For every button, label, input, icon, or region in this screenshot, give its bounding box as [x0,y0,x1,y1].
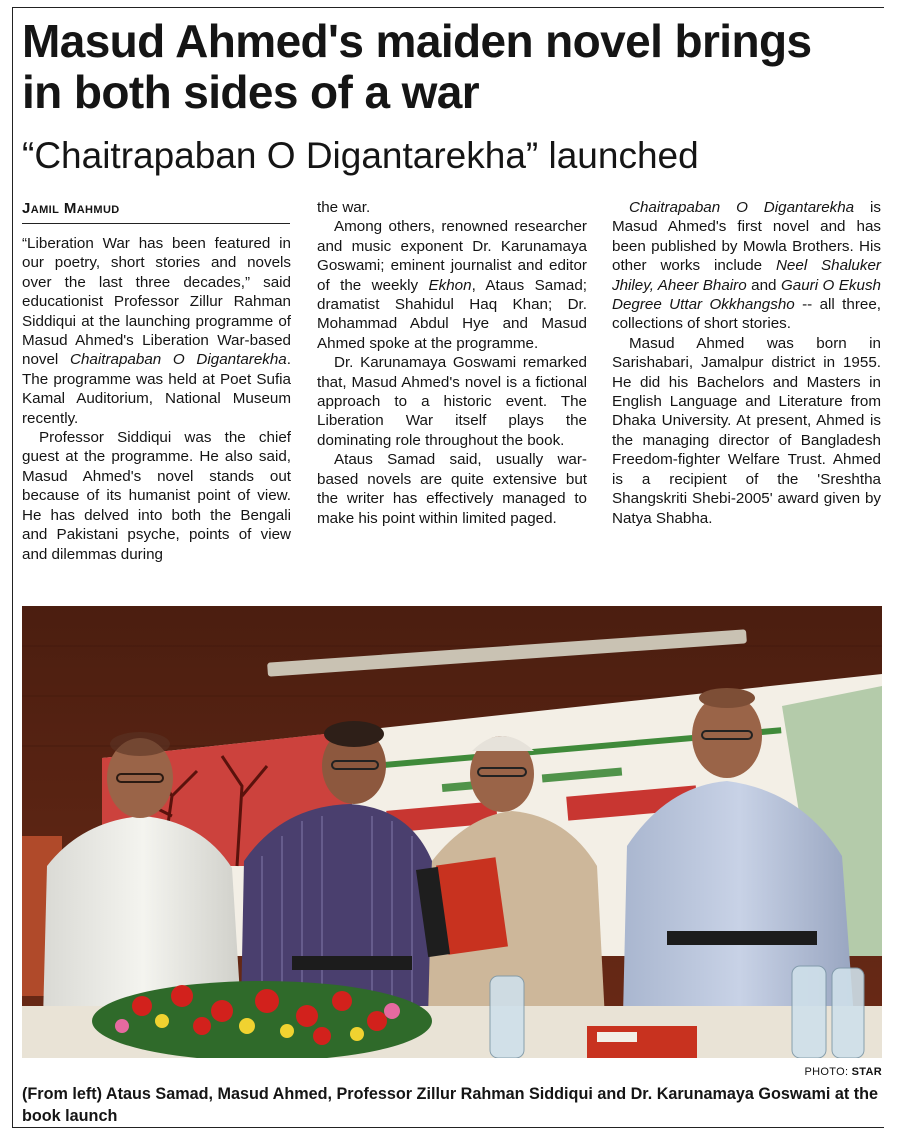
flower-arrangement [92,981,432,1058]
work-title: Neel Shaluker Jhiley, Aheer Bhairo [612,257,881,294]
text-run: . The programme was held at Poet Sufia Kamal Auditorium, National Museum recently. [22,351,291,427]
paragraph: Masud Ahmed was born in Sarishabari, Jamalpur district in 1955. He did his Bachelors and Masters in English Language and Literature from Dhaka University. At present, Ahmed is the managing director of Bangladesh Freedom-fighter Welfare Trust. Ahmed is a recipient of the 'Sreshtha Shangskriti Shebi-2005' award given by Natya Shabha. [612,334,881,527]
photo-credit [805,1066,882,1078]
novel-title: Chaitrapaban O Digantarekha [70,351,287,369]
byline [22,199,290,224]
paragraph [22,234,291,428]
text-run: Among others, renowned researcher and music exponent Dr. Karunamaya Goswami; eminent journalist and editor of the weekly [317,218,587,294]
paragraph [317,217,587,353]
photo-caption: (From left) Ataus Samad, Masud Ahmed, Professor Zillur Rahman Siddiqui and Dr. Karunamaya Goswami at the book launch [22,1085,878,1125]
novel-title: Chaitrapaban O Digantarekha [629,199,855,216]
text-run: is Masud Ahmed's first novel and has been published by Mowla Brothers. His other works include [612,199,881,275]
column-3 [612,198,881,528]
top-rule [12,7,884,8]
headline [22,16,882,118]
paragraph-continuation: the war. [317,199,371,216]
left-rule [12,7,13,1127]
byline-first-name: Jamil [22,200,60,217]
work-title: Gauri O Ekush Degree Uttar Okkhangsho [612,276,881,314]
column-2 [317,198,587,528]
water-bottle [832,968,864,1058]
bottom-rule [12,1127,884,1128]
text-run: and [746,276,781,294]
column-1 [22,234,291,564]
publication-name: Ekhon [428,276,472,294]
text-run: -- all three, collections of short stories. [612,296,882,333]
subheadline: “Chaitrapaban O Digantarekha” launched [22,135,699,176]
byline-last-name: Mahmud [63,200,120,217]
headline-line-2: in both sides of a war [22,66,480,118]
text-run: , Ataus Samad; dramatist Shahidul Haq Khan; Dr. Mohammad Abdul Hye and Masud Ahmed spoke at the programme. [317,276,587,352]
paragraph: Dr. Karunamaya Goswami remarked that, Masud Ahmed's novel is a fictional approach to a historic event. The Liberation War itself plays the dominating role throughout the book. [317,354,587,449]
event-photo [22,606,882,1058]
credit-label: PHOTO: [804,1066,849,1078]
text-run: “Liberation War has been featured in our poetry, short stories and novels over the last three decades,” said educationist Professor Zillur Rahman Siddiqui at the launching programme of Masud Ahmed's Liberation War-based novel [22,235,291,369]
credit-source: STAR [851,1066,882,1078]
water-bottle [792,966,826,1058]
headline-line-1: Masud Ahmed's maiden novel brings [22,15,812,67]
paragraph: Professor Siddiqui was the chief guest at the programme. He also said, Masud Ahmed's novel stands out because of its humanist point of view. He has delved into both the Bengali and Pakistani psyche, points of view and dilemmas during [22,429,291,563]
paragraph: Ataus Samad said, usually war-based novels are quite extensive but the writer has effectively managed to make his point within limited paged. [317,451,587,527]
paragraph [612,198,881,334]
water-bottle [490,976,524,1058]
